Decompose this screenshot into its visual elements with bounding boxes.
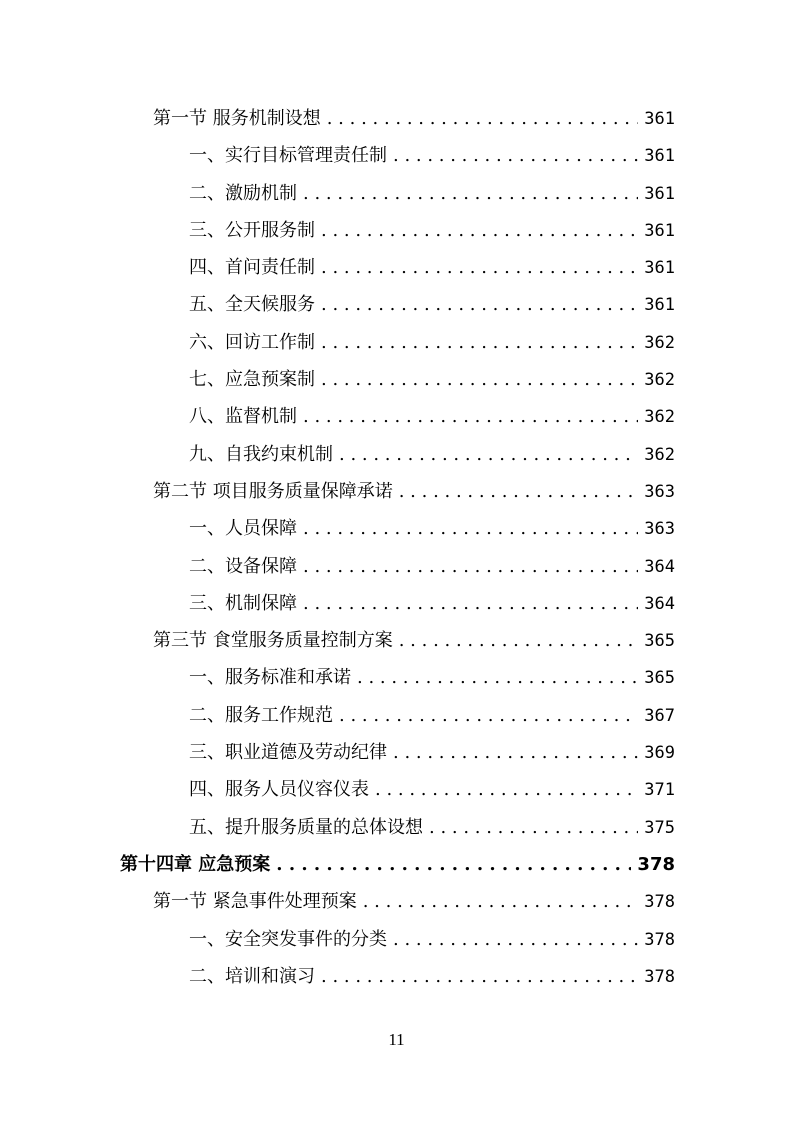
toc-dot-leader (393, 137, 638, 174)
toc-entry-page: 363 (644, 519, 675, 540)
toc-entry-title: 七、应急预案制 (189, 369, 315, 391)
toc-dot-leader (321, 958, 638, 995)
toc-subsection-entry[interactable] (120, 137, 675, 174)
toc-subsection-entry[interactable] (120, 548, 675, 585)
toc-entry-title: 九、自我约束机制 (189, 443, 333, 465)
table-of-contents (120, 100, 675, 995)
toc-dot-leader (393, 734, 638, 771)
toc-entry-title: 一、服务标准和承诺 (189, 667, 351, 689)
toc-entry-title: 第十四章 应急预案 (120, 853, 271, 875)
toc-subsection-entry[interactable] (120, 324, 675, 361)
toc-dot-leader (303, 548, 638, 585)
toc-entry-page: 361 (644, 220, 675, 241)
toc-subsection-entry[interactable] (120, 286, 675, 323)
toc-dot-leader (303, 175, 638, 212)
toc-dot-leader (363, 883, 639, 920)
toc-dot-leader (303, 398, 638, 435)
toc-dot-leader (327, 100, 639, 137)
toc-entry-title: 二、培训和演习 (189, 965, 315, 987)
toc-entry-title: 四、首问责任制 (189, 257, 315, 279)
toc-entry-title: 二、激励机制 (189, 182, 297, 204)
toc-entry-page: 361 (644, 109, 675, 129)
toc-chapter-entry[interactable] (120, 846, 675, 883)
toc-dot-leader (399, 473, 639, 510)
toc-dot-leader (276, 846, 631, 883)
toc-entry-title: 第一节 紧急事件处理预案 (153, 891, 357, 913)
toc-subsection-entry[interactable] (120, 585, 675, 622)
toc-entry-title: 三、职业道德及劳动纪律 (189, 742, 387, 764)
toc-entry-title: 二、服务工作规范 (189, 704, 333, 726)
toc-entry-page: 365 (644, 668, 675, 689)
toc-entry-page: 361 (644, 183, 675, 204)
toc-entry-page: 362 (644, 444, 675, 465)
toc-entry-title: 第二节 项目服务质量保障承诺 (153, 480, 393, 502)
page-number: 11 (388, 1030, 405, 1049)
toc-entry-title: 四、服务人员仪容仪表 (189, 779, 369, 801)
toc-dot-leader (321, 286, 638, 323)
toc-dot-leader (393, 921, 638, 958)
toc-entry-page: 364 (644, 593, 675, 614)
toc-entry-page: 375 (644, 817, 675, 838)
toc-entry-page: 365 (644, 631, 675, 652)
toc-entry-title: 一、实行目标管理责任制 (189, 145, 387, 167)
toc-entry-page: 364 (644, 556, 675, 577)
toc-section-entry[interactable] (120, 622, 675, 659)
toc-entry-page: 367 (644, 705, 675, 726)
toc-entry-page: 361 (644, 258, 675, 279)
toc-section-entry[interactable] (120, 100, 675, 137)
toc-dot-leader (321, 361, 638, 398)
toc-subsection-entry[interactable] (120, 361, 675, 398)
toc-dot-leader (429, 809, 638, 846)
toc-entry-title: 三、机制保障 (189, 592, 297, 614)
toc-subsection-entry[interactable] (120, 436, 675, 473)
toc-entry-title: 一、安全突发事件的分类 (189, 928, 387, 950)
toc-entry-page: 363 (644, 481, 675, 502)
toc-entry-title: 五、全天候服务 (189, 294, 315, 316)
toc-entry-title: 六、回访工作制 (189, 331, 315, 353)
toc-entry-page: 362 (644, 407, 675, 428)
toc-subsection-entry[interactable] (120, 771, 675, 808)
toc-entry-page: 378 (644, 929, 675, 950)
toc-subsection-entry[interactable] (120, 510, 675, 547)
toc-entry-page: 369 (644, 743, 675, 764)
toc-section-entry[interactable] (120, 473, 675, 510)
toc-entry-title: 第三节 食堂服务质量控制方案 (153, 630, 393, 652)
toc-dot-leader (339, 436, 638, 473)
toc-dot-leader (303, 510, 638, 547)
toc-entry-page: 362 (644, 332, 675, 353)
toc-dot-leader (321, 212, 638, 249)
toc-subsection-entry[interactable] (120, 398, 675, 435)
toc-entry-page: 361 (644, 146, 675, 167)
toc-dot-leader (375, 771, 638, 808)
toc-dot-leader (357, 659, 638, 696)
toc-dot-leader (303, 585, 638, 622)
toc-dot-leader (321, 249, 638, 286)
toc-subsection-entry[interactable] (120, 734, 675, 771)
toc-entry-page: 361 (644, 295, 675, 316)
toc-entry-page: 378 (637, 853, 675, 875)
toc-subsection-entry[interactable] (120, 809, 675, 846)
toc-entry-title: 第一节 服务机制设想 (153, 108, 321, 129)
toc-entry-title: 一、人员保障 (189, 518, 297, 540)
toc-subsection-entry[interactable] (120, 659, 675, 696)
toc-entry-page: 371 (644, 780, 675, 801)
toc-entry-page: 362 (644, 370, 675, 391)
toc-section-entry[interactable] (120, 883, 675, 920)
toc-entry-title: 八、监督机制 (189, 406, 297, 428)
toc-subsection-entry[interactable] (120, 175, 675, 212)
toc-entry-title: 二、设备保障 (189, 555, 297, 577)
toc-entry-page: 378 (644, 966, 675, 987)
toc-dot-leader (399, 622, 639, 659)
toc-dot-leader (321, 324, 638, 361)
toc-entry-title: 三、公开服务制 (189, 219, 315, 241)
toc-entry-title: 五、提升服务质量的总体设想 (189, 816, 423, 838)
toc-dot-leader (339, 697, 638, 734)
toc-subsection-entry[interactable] (120, 958, 675, 995)
toc-subsection-entry[interactable] (120, 212, 675, 249)
toc-subsection-entry[interactable] (120, 921, 675, 958)
toc-subsection-entry[interactable] (120, 249, 675, 286)
toc-entry-page: 378 (644, 892, 675, 913)
toc-subsection-entry[interactable] (120, 697, 675, 734)
